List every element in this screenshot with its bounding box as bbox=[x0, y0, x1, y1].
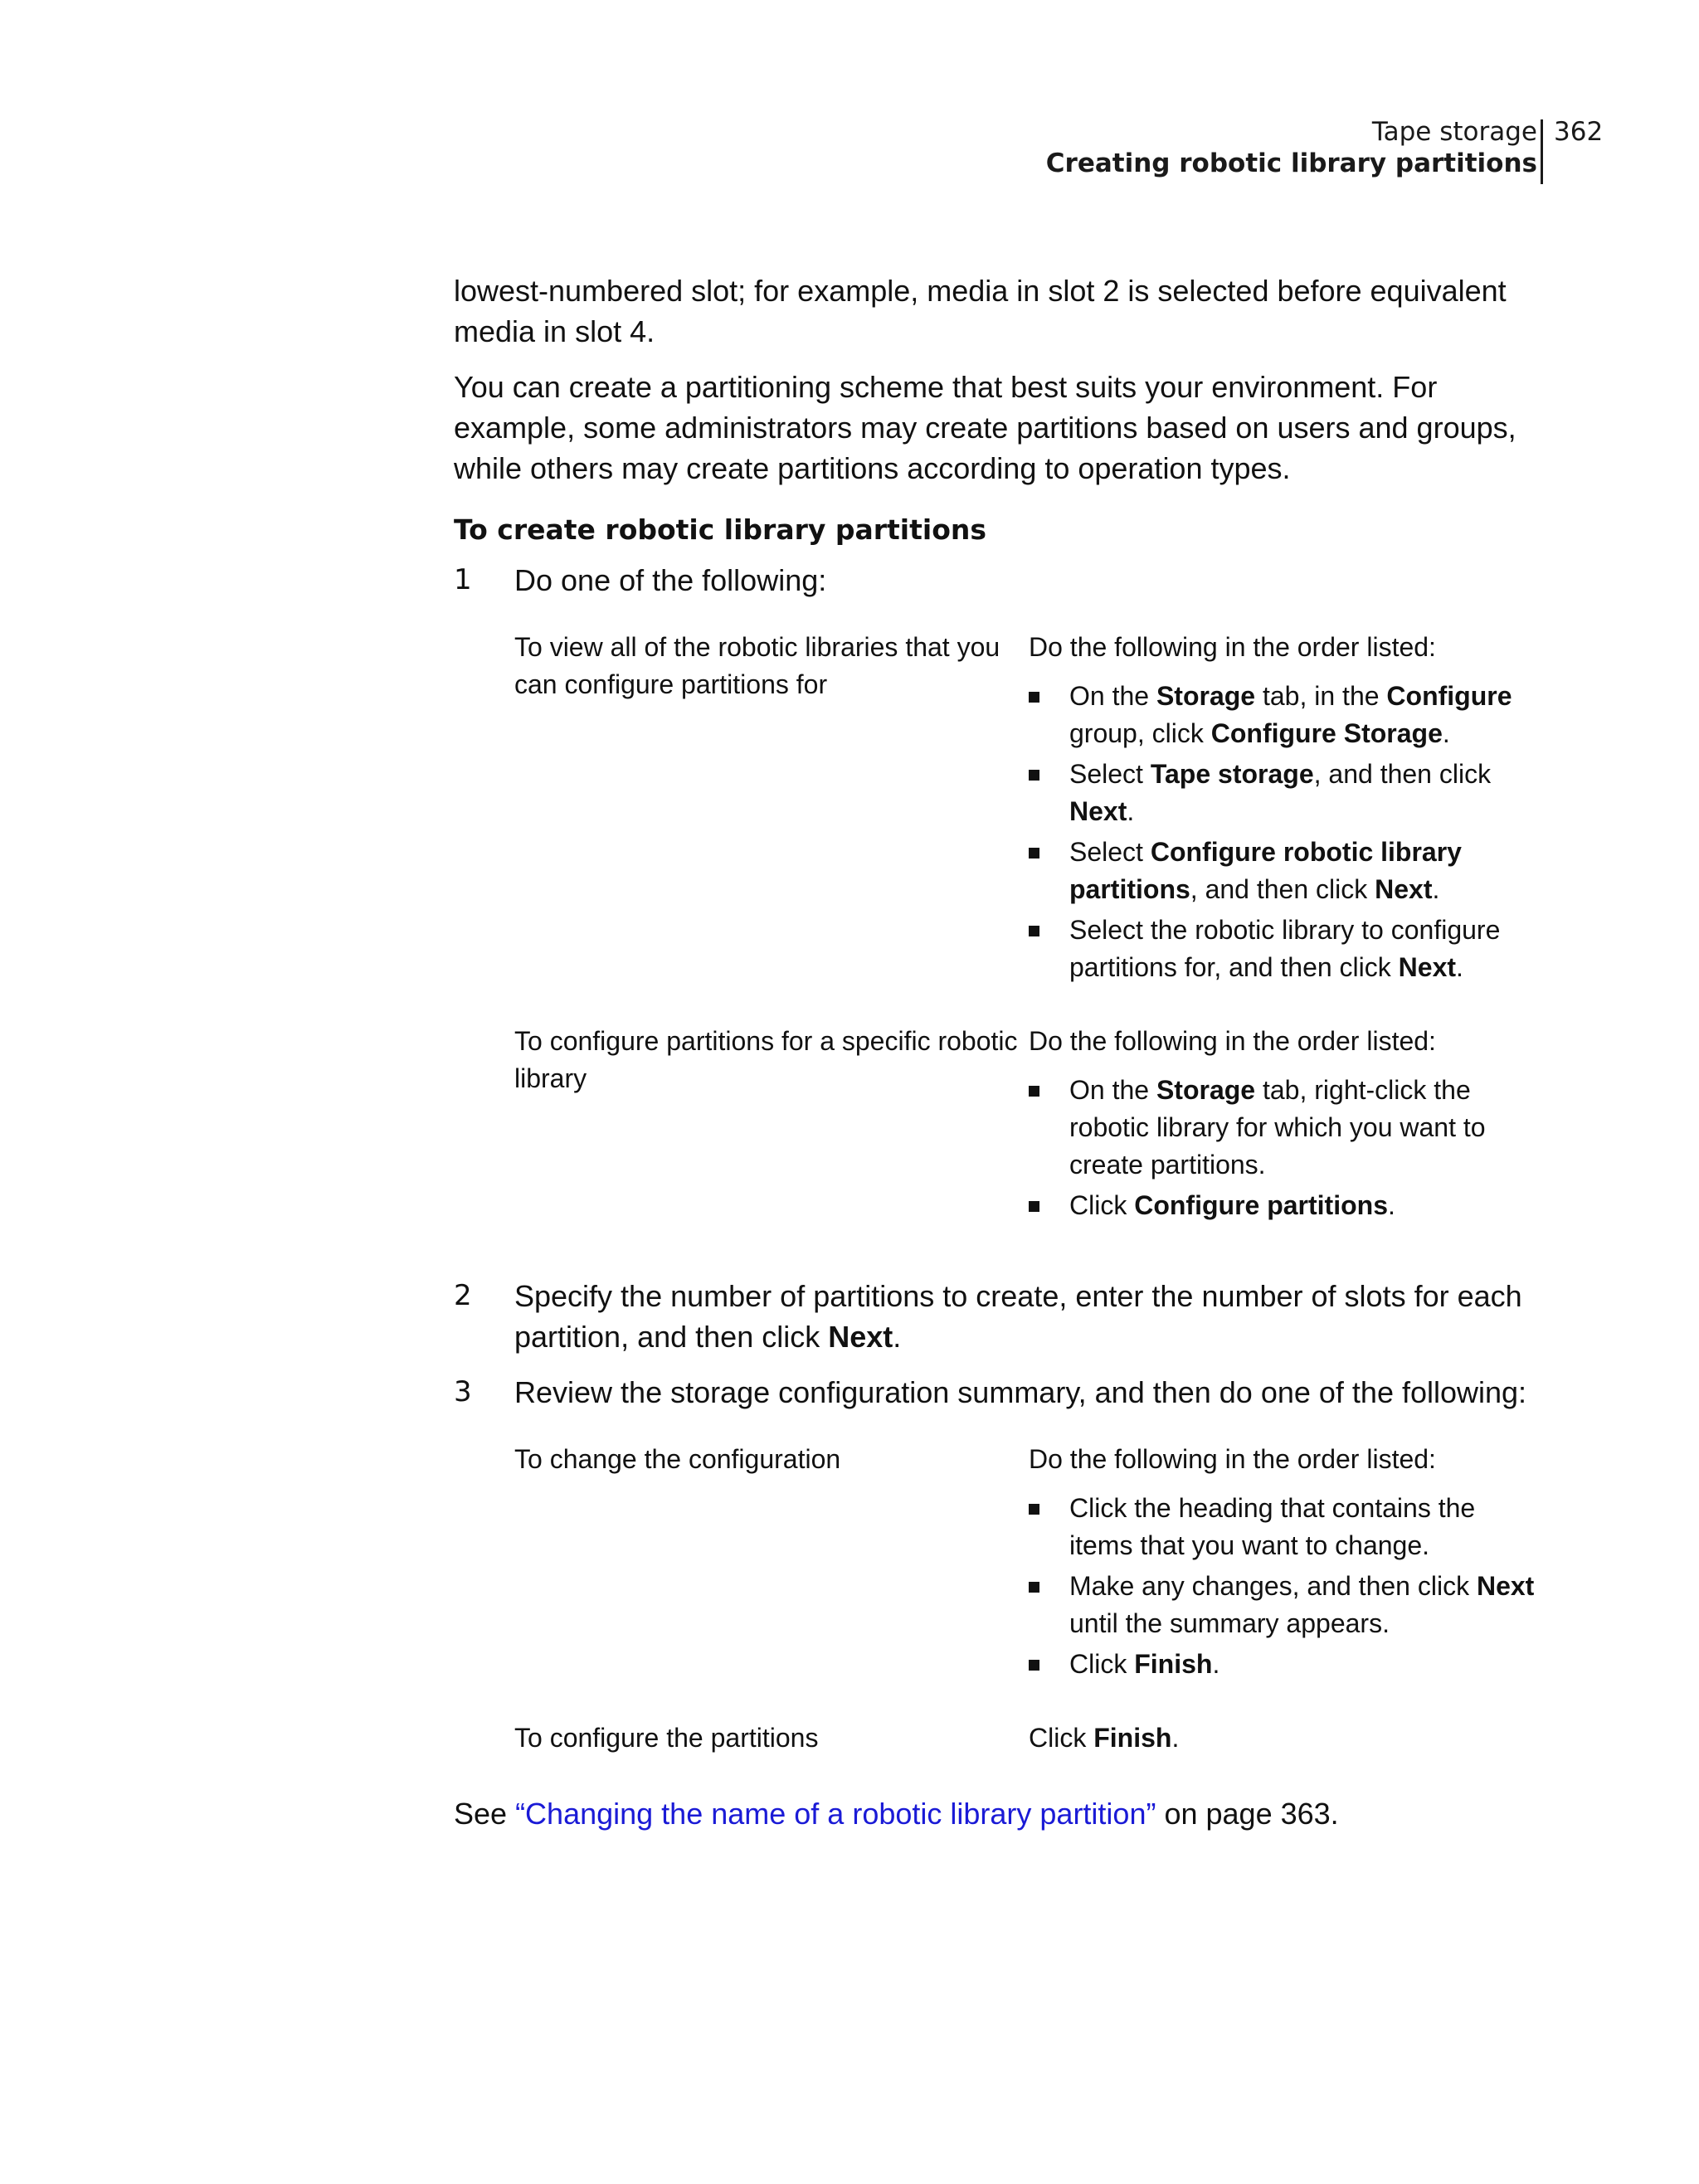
action-item: On the Storage tab, in the Configure group, click Configure Storage. bbox=[1029, 678, 1543, 752]
action-item: Make any changes, and then click Next until the summary appears. bbox=[1029, 1568, 1543, 1642]
step-number: 3 bbox=[454, 1375, 472, 1408]
action-item: Click the heading that contains the items that you want to change. bbox=[1029, 1490, 1543, 1564]
option-condition: To view all of the robotic libraries that you can configure partitions for bbox=[514, 632, 1000, 699]
option-condition: To change the configuration bbox=[514, 1444, 841, 1474]
see-also: See “Changing the name of a robotic library partition” on page 363. bbox=[454, 1797, 1339, 1831]
page-header bbox=[0, 116, 1699, 186]
step-1 bbox=[454, 560, 1549, 601]
step-text: Do one of the following: bbox=[514, 563, 827, 597]
bullet-icon bbox=[1029, 1582, 1039, 1593]
page-number: 362 bbox=[1554, 117, 1604, 147]
step-3-options-table bbox=[514, 1441, 1549, 1757]
running-header bbox=[1046, 116, 1537, 179]
option-actions: Click Finish. bbox=[1029, 1723, 1180, 1753]
action-item: On the Storage tab, right-click the robotic library for which you want to create partitions. bbox=[1029, 1072, 1543, 1184]
bullet-icon bbox=[1029, 926, 1039, 936]
option-row bbox=[514, 1719, 1549, 1757]
option-actions bbox=[1029, 1441, 1543, 1686]
action-list bbox=[1029, 1490, 1543, 1683]
option-actions-intro: Do the following in the order listed: bbox=[1029, 1444, 1436, 1474]
step-number: 1 bbox=[454, 563, 472, 596]
action-list bbox=[1029, 1072, 1543, 1224]
bullet-icon bbox=[1029, 692, 1039, 703]
bullet-icon bbox=[1029, 770, 1039, 781]
header-section-name: Tape storage bbox=[1371, 117, 1537, 147]
option-actions-intro: Do the following in the order listed: bbox=[1029, 1026, 1436, 1056]
action-list bbox=[1029, 678, 1543, 986]
intro-paragraph-1: lowest-numbered slot; for example, media in slot 2 is selected before equivalent media in slot 4. bbox=[454, 274, 1507, 348]
step-3 bbox=[454, 1372, 1549, 1413]
action-item: Click Finish. bbox=[1029, 1646, 1543, 1683]
option-row bbox=[514, 1023, 1549, 1228]
step-1-options-table bbox=[514, 629, 1549, 1228]
step-number: 2 bbox=[454, 1279, 472, 1312]
cross-reference-link[interactable]: “Changing the name of a robotic library partition” bbox=[515, 1797, 1156, 1831]
bullet-icon bbox=[1029, 1660, 1039, 1671]
option-row bbox=[514, 1441, 1549, 1686]
option-actions bbox=[1029, 1023, 1543, 1228]
bullet-icon bbox=[1029, 1504, 1039, 1515]
bullet-icon bbox=[1029, 1086, 1039, 1097]
action-item: Select Configure robotic library partitions, and then click Next. bbox=[1029, 834, 1543, 908]
option-condition: To configure the partitions bbox=[514, 1723, 819, 1753]
action-item: Click Configure partitions. bbox=[1029, 1187, 1543, 1224]
step-text: Review the storage configuration summary, and then do one of the following: bbox=[514, 1375, 1527, 1409]
option-condition: To configure partitions for a specific robotic library bbox=[514, 1026, 1018, 1093]
bullet-icon bbox=[1029, 1201, 1039, 1212]
option-row bbox=[514, 629, 1549, 990]
bullet-icon bbox=[1029, 848, 1039, 859]
step-2 bbox=[454, 1276, 1549, 1357]
page-body bbox=[454, 270, 1549, 1849]
option-actions bbox=[1029, 629, 1543, 990]
step-text: Specify the number of partitions to create, enter the number of slots for each partition, and then click Next. bbox=[514, 1279, 1522, 1354]
action-item: Select the robotic library to configure partitions for, and then click Next. bbox=[1029, 912, 1543, 986]
option-actions-intro: Do the following in the order listed: bbox=[1029, 632, 1436, 662]
header-divider bbox=[1541, 119, 1543, 184]
header-topic-title: Creating robotic library partitions bbox=[1045, 148, 1537, 178]
procedure-heading: To create robotic library partitions bbox=[454, 513, 987, 546]
action-item: Select Tape storage, and then click Next. bbox=[1029, 756, 1543, 830]
intro-paragraph-2: You can create a partitioning scheme that best suits your environment. For example, some administrators may create partitions based on users and groups, while others may create partitions according to operation types. bbox=[454, 370, 1516, 485]
